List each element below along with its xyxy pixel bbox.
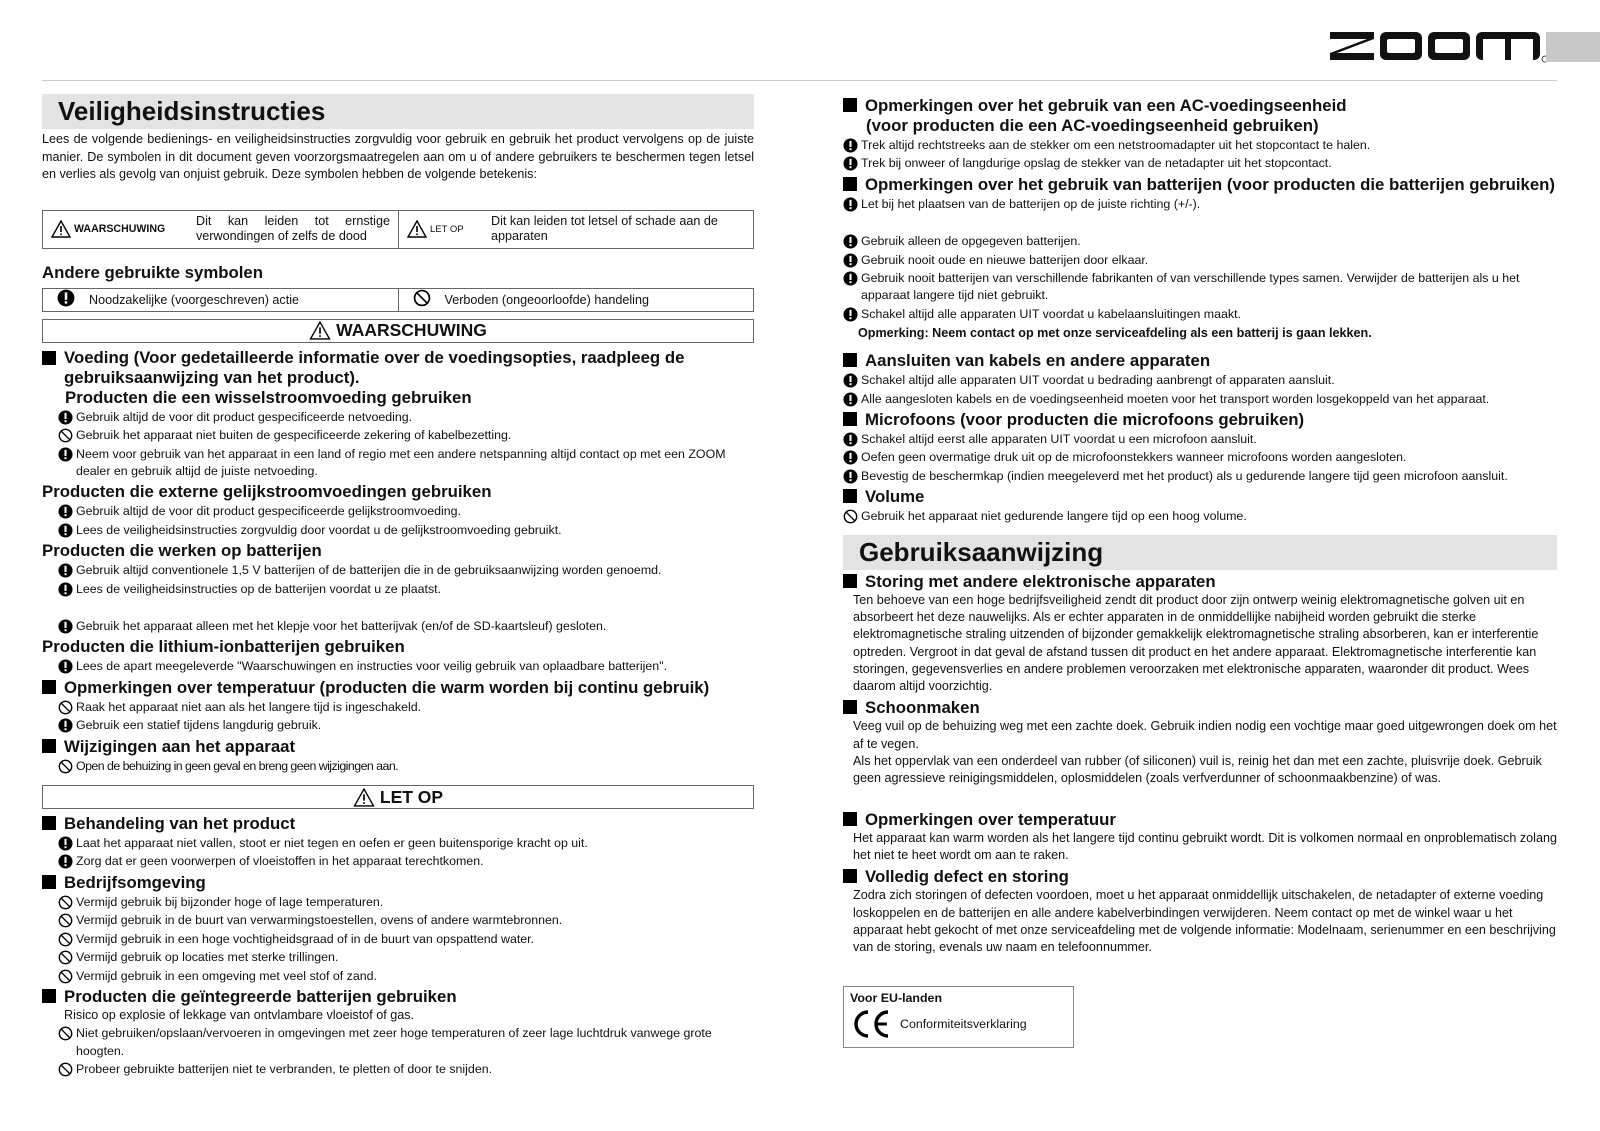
list-item: [42, 949, 754, 966]
mandatory-icon: [843, 469, 858, 484]
prohibited-icon: [58, 759, 73, 774]
list-item: [843, 508, 1557, 525]
list-item-text: Gebruik alleen de opgegeven batterijen.: [861, 234, 1081, 249]
mandatory-icon: [843, 432, 858, 447]
list-item: [42, 409, 754, 426]
defect-text: Zodra zich storingen of defecten voordoen, moet u het apparaat onmiddellijk uitschakelen, de netadapter of externe voeding loskoppelen en de batterijen en alle andere kabelverbindingen verwijderen. Neem contact op met de winkel waar u het apparaat hebt gekocht of met onze serviceafdeling met de volgende informatie: Modelnaam, serienummer en een beschrijving van de storing, evenals uw naam en telefoonnummer.: [853, 888, 1556, 955]
cables-heading: Aansluiten van kabels en andere apparaten: [843, 351, 1557, 371]
other-symbols-table: [42, 288, 754, 312]
list-item-text: Gebruik het apparaat niet buiten de gespecificeerde zekering of kabelbezetting.: [76, 428, 512, 443]
list-item-text: Gebruik een statief tijdens langdurig gebruik.: [76, 718, 322, 733]
list-item: [42, 699, 754, 716]
mandatory-icon: [843, 392, 858, 407]
environment-list: [42, 894, 754, 985]
manual-title: Gebruiksaanwijzing: [843, 535, 1557, 570]
dc-heading: Producten die externe gelijkstroomvoedingen gebruiken: [42, 482, 492, 502]
cleaning-text-2: Als het oppervlak van een onderdeel van rubber (of siliconen) vuil is, reinig het dan met een zachte, pluisvrije doek. Gebruik geen agressieve reinigingsmiddelen, oplosmiddelen (zoals verfverdunner of schoonmaakbenzine) of was.: [853, 754, 1542, 786]
caution-banner-label: LET OP: [379, 786, 444, 807]
mandatory-icon: [843, 197, 858, 212]
list-item: [42, 717, 754, 734]
mandatory-icon: [58, 582, 73, 597]
list-item-text: Vermijd gebruik in een hoge vochtigheidsgraad of in de buurt van opspattend water.: [76, 931, 535, 946]
mandatory-icon: [843, 373, 858, 388]
list-item: [42, 503, 754, 520]
cables-list: [843, 372, 1557, 408]
mandatory-icon: [58, 523, 73, 538]
list-item-text: Alle aangesloten kabels en de voedingseenheid moeten voor het transport worden losgekoppeld van het apparaat.: [861, 391, 1490, 406]
mandatory-icon: [58, 447, 73, 462]
volume-heading: Volume: [843, 487, 1557, 507]
left-column: [42, 94, 754, 1079]
list-item: [843, 306, 1557, 323]
list-item: [843, 233, 1557, 250]
prohibited-icon: [58, 950, 73, 965]
list-item: [42, 835, 754, 852]
prohibited-icon: [58, 895, 73, 910]
list-item: [843, 468, 1557, 485]
prohibited-icon: [843, 509, 858, 524]
prohibited-icon: [58, 932, 73, 947]
battery-use-heading: Opmerkingen over het gebruik van batterijen (voor producten die batterijen gebruiken): [843, 175, 1557, 195]
temp-text: Het apparaat kan warm worden als het langere tijd continu gebruikt wordt. Dit is volkomen normaal en onproblematisch zolang het niet te heet wordt om aan te raken.: [853, 830, 1557, 862]
modifications-list: [42, 758, 754, 775]
prohibited-icon: [58, 969, 73, 984]
list-item: [843, 196, 1557, 213]
list-item: [843, 252, 1557, 269]
zoom-logo: [1328, 28, 1550, 64]
mandatory-icon: [843, 253, 858, 268]
list-item-text: Vermijd gebruik in een omgeving met veel stof of zand.: [76, 968, 377, 983]
list-item-text: Schakel altijd eerst alle apparaten UIT voordat u een microfoon aansluit.: [861, 432, 1257, 447]
list-item: [42, 562, 754, 579]
mandatory-label: Noodzakelijke (voorgeschreven) actie: [89, 292, 299, 307]
list-item-text: Oefen geen overmatige druk uit op de microfoonstekkers wanneer microfoons worden aangesloten.: [861, 450, 1407, 465]
prohibited-label: Verboden (ongeoorloofde) handeling: [444, 292, 649, 307]
list-item-text: Neem voor gebruik van het apparaat in een land of regio met een andere netspanning altijd contact op met een ZOOM dealer en gebruik altijd de juiste netvoeding.: [76, 446, 726, 478]
handling-list: [42, 835, 754, 871]
integrated-heading: Producten die geïntegreerde batterijen gebruiken: [42, 987, 754, 1007]
list-item-text: Probeer gebruikte batterijen niet te verbranden, te pletten of door te snijden.: [76, 1062, 493, 1077]
header-rule: [42, 80, 1557, 81]
modifications-heading: Wijzigingen aan het apparaat: [42, 737, 754, 757]
temp-heading: Opmerkingen over temperatuur: [843, 810, 1557, 830]
batteries-heading: Producten die werken op batterijen: [42, 541, 322, 561]
ac-subheading: (voor producten die een AC-voedingseenheid gebruiken): [866, 116, 1319, 135]
list-item-text: Open de behuizing in geen geval en breng geen wijzigingen aan.: [76, 758, 399, 773]
ce-mark-icon: [850, 1008, 894, 1040]
list-item-text: Let bij het plaatsen van de batterijen op de juiste richting (+/-).: [861, 196, 1201, 211]
list-item: [42, 894, 754, 911]
list-item: [843, 155, 1557, 172]
list-item-text: Schakel altijd alle apparaten UIT voordat u bedrading aanbrengt of apparaten aansluit.: [861, 373, 1335, 388]
list-item-text: Lees de veiligheidsinstructies zorgvuldig door voordat u de gelijkstroomvoeding gebruikt.: [76, 522, 562, 537]
caution-label: LET OP: [430, 223, 464, 235]
list-item: [42, 1061, 754, 1078]
mics-list: [843, 431, 1557, 485]
interference-heading: Storing met andere elektronische apparaten: [843, 572, 1557, 592]
mandatory-icon: [843, 234, 858, 249]
power-heading: Voeding (Voor gedetailleerde informatie over de voedingsopties, raadpleeg de gebruiksaanwijzing van het product).: [42, 348, 754, 388]
mandatory-icon: [843, 271, 858, 286]
prohibited-icon: [58, 1062, 73, 1077]
integrated-intro: Risico op explosie of lekkage van ontvlambare vloeistof of gas.: [64, 1007, 415, 1022]
list-item: [42, 522, 754, 539]
prohibited-icon: [58, 700, 73, 715]
page-tab: [1546, 32, 1600, 62]
eu-title: Voor EU-landen: [850, 991, 943, 1006]
mics-heading: Microfoons (voor producten die microfoons gebruiken): [843, 410, 1557, 430]
symbol-legend: [42, 210, 754, 249]
list-item-text: Trek altijd rechtstreeks aan de stekker om een netstroomadapter uit het stopcontact te halen.: [861, 138, 1371, 152]
safety-intro: Lees de volgende bedienings- en veiligheidsinstructies zorgvuldig voor gebruik en gebruik het product vervolgens op de juiste manier. De symbolen in dit document geven voorzorgsmaatregelen aan om u of andere gebruikers te beschermen tegen letsel en verlies als gevolg van onjuist gebruik. Deze symbolen hebben de volgende betekenis:: [42, 132, 754, 182]
caution-triangle-icon: [353, 788, 375, 807]
eu-conformity-box: [843, 986, 1074, 1048]
list-item-text: Vermijd gebruik op locaties met sterke trillingen.: [76, 950, 339, 965]
list-item-text: Niet gebruiken/opslaan/vervoeren in omgevingen met zeer hoge temperaturen of zeer lage luchtdruk vanwege grote hoogten.: [76, 1026, 712, 1058]
volume-list: [843, 508, 1557, 525]
power-subheading: Producten die een wisselstroomvoeding gebruiken: [65, 387, 472, 407]
list-item: [843, 137, 1557, 154]
temperature-heading: Opmerkingen over temperatuur (producten die warm worden bij continu gebruik): [42, 678, 754, 698]
list-item: [42, 446, 754, 481]
ac-heading: Opmerkingen over het gebruik van een AC-voedingseenheid: [843, 96, 1557, 116]
right-column: [843, 94, 1557, 1048]
list-item-text: Gebruik nooit oude en nieuwe batterijen door elkaar.: [861, 252, 1149, 267]
list-item-text: Zorg dat er geen voorwerpen of vloeistoffen in het apparaat terechtkomen.: [76, 854, 484, 869]
lithium-heading: Producten die lithium-ionbatterijen gebruiken: [42, 637, 405, 657]
list-item-text: Laat het apparaat niet vallen, stoot er niet tegen en oefen er geen buitensporige kracht op uit.: [76, 836, 588, 851]
defect-heading: Volledig defect en storing: [843, 867, 1557, 887]
list-item: [42, 1025, 754, 1060]
interference-text: Ten behoeve van een hoge bedrijfsveiligheid zendt dit product door zijn ontwerp weinig elektromagnetische golven uit en absorbeert het deze nauwelijks. Als er echter apparaten in de onmiddellijke nabijheid worden gebruikt die sterke elektromagnetische straling uitzenden of bijzonder gemakkelijk elektromagnetische straling absorberen, kan er interferentie optreden. Vergroot in dat geval de afstand tussen dit product en het andere apparaat. Elektromagnetische interferentie kan storingen, gegevensverlies en andere problemen veroorzaken met elektronische apparaten, waaronder dit product. Wees daarom altijd voorzichtig.: [853, 592, 1539, 694]
list-item-text: Gebruik nooit batterijen van verschillende fabrikanten of van verschillende types samen. Verwijder de batterijen als u het apparaat langere tijd niet gebruikt.: [861, 271, 1520, 303]
mandatory-icon: [58, 659, 73, 674]
warning-triangle-icon: [309, 321, 331, 340]
environment-heading: Bedrijfsomgeving: [42, 873, 754, 893]
list-item: [42, 912, 754, 929]
caution-banner: [42, 785, 754, 809]
list-item-text: Gebruik het apparaat alleen met het klepje voor het batterijvak (en/of de SD-kaartsleuf) gesloten.: [76, 619, 607, 634]
warning-desc: Dit kan leiden tot ernstige verwondingen of zelfs de dood: [196, 213, 390, 244]
list-item: [42, 658, 754, 675]
list-item: [843, 270, 1557, 305]
other-symbols-heading: Andere gebruikte symbolen: [42, 262, 264, 282]
prohibited-icon: [58, 428, 73, 443]
cleaning-text-1: Veeg vuil op de behuizing weg met een zachte doek. Gebruik indien nodig een vochtige maar goed uitgewrongen doek om het af te vegen.: [853, 719, 1557, 751]
warning-banner: [42, 319, 754, 343]
caution-triangle-icon: [407, 220, 427, 238]
handling-heading: Behandeling van het product: [42, 814, 754, 834]
mandatory-icon: [58, 410, 73, 425]
battery-use-list: [843, 196, 1557, 323]
list-item-text: Raak het apparaat niet aan als het langere tijd is ingeschakeld.: [76, 699, 422, 714]
ac-list: [843, 137, 1557, 173]
battery-note: Opmerking: Neem contact op met onze serviceafdeling als een batterij is gaan lekken.: [858, 326, 1372, 341]
mandatory-icon: [843, 138, 858, 153]
mandatory-icon: [58, 854, 73, 869]
warning-label: WAARSCHUWING: [74, 223, 166, 236]
list-item-text: Lees de apart meegeleverde "Waarschuwingen en instructies voor veilig gebruik van oplaadbare batterijen".: [76, 659, 668, 674]
list-item: [42, 581, 754, 598]
prohibited-icon: [58, 1026, 73, 1041]
mandatory-icon: [843, 450, 858, 465]
list-item: [42, 618, 754, 635]
warning-triangle-icon: [51, 220, 71, 238]
list-item-text: Gebruik altijd de voor dit product gespecificeerde netvoeding.: [76, 409, 413, 424]
lithium-list: [42, 658, 754, 675]
mandatory-icon: [58, 504, 73, 519]
list-item: [42, 758, 754, 775]
list-item: [843, 391, 1557, 408]
list-item-text: Trek bij onweer of langdurige opslag de stekker van de netadapter uit het stopcontact.: [861, 156, 1332, 171]
list-item-text: Schakel altijd alle apparaten UIT voordat u kabelaansluitingen maakt.: [861, 306, 1241, 321]
mandatory-icon: [843, 156, 858, 171]
list-item: [42, 427, 754, 444]
list-item-text: Vermijd gebruik in de buurt van verwarmingstoestellen, ovens of andere warmtebronnen.: [76, 913, 563, 928]
list-item: [843, 449, 1557, 466]
mandatory-icon: [58, 563, 73, 578]
list-item-text: Bevestig de beschermkap (indien meegeleverd met het product) als u gedurende langere tijd geen microfoon aansluit.: [861, 468, 1508, 483]
list-item: [843, 431, 1557, 448]
eu-label: Conformiteitsverklaring: [900, 1017, 1027, 1032]
list-item-text: Vermijd gebruik bij bijzonder hoge of lage temperaturen.: [76, 894, 384, 909]
power-list: [42, 409, 754, 481]
list-item-text: Lees de veiligheidsinstructies op de batterijen voordat u ze plaatst.: [76, 581, 442, 596]
mandatory-icon: [57, 289, 75, 310]
mandatory-icon: [58, 619, 73, 634]
warning-banner-label: WAARSCHUWING: [336, 320, 487, 341]
prohibited-icon: [58, 913, 73, 928]
temperature-list: [42, 699, 754, 735]
list-item-text: Gebruik het apparaat niet gedurende langere tijd op een hoog volume.: [861, 509, 1247, 524]
list-item: [42, 968, 754, 985]
integrated-list: [42, 1025, 754, 1078]
mandatory-icon: [843, 307, 858, 322]
batteries-list: [42, 562, 754, 635]
list-item: [42, 853, 754, 870]
list-item-text: Gebruik altijd de voor dit product gespecificeerde gelijkstroomvoeding.: [76, 504, 462, 519]
cleaning-heading: Schoonmaken: [843, 698, 1557, 718]
prohibited-icon: [413, 289, 431, 310]
list-item: [843, 372, 1557, 389]
dc-list: [42, 503, 754, 539]
list-item: [42, 931, 754, 948]
caution-desc: Dit kan leiden tot letsel of schade aan de apparaten: [491, 213, 718, 244]
list-item-text: Gebruik altijd conventionele 1,5 V batterijen of de batterijen die in de gebruiksaanwijzing worden genoemd.: [76, 563, 662, 578]
mandatory-icon: [58, 718, 73, 733]
safety-title: Veiligheidsinstructies: [42, 94, 754, 129]
mandatory-icon: [58, 836, 73, 851]
